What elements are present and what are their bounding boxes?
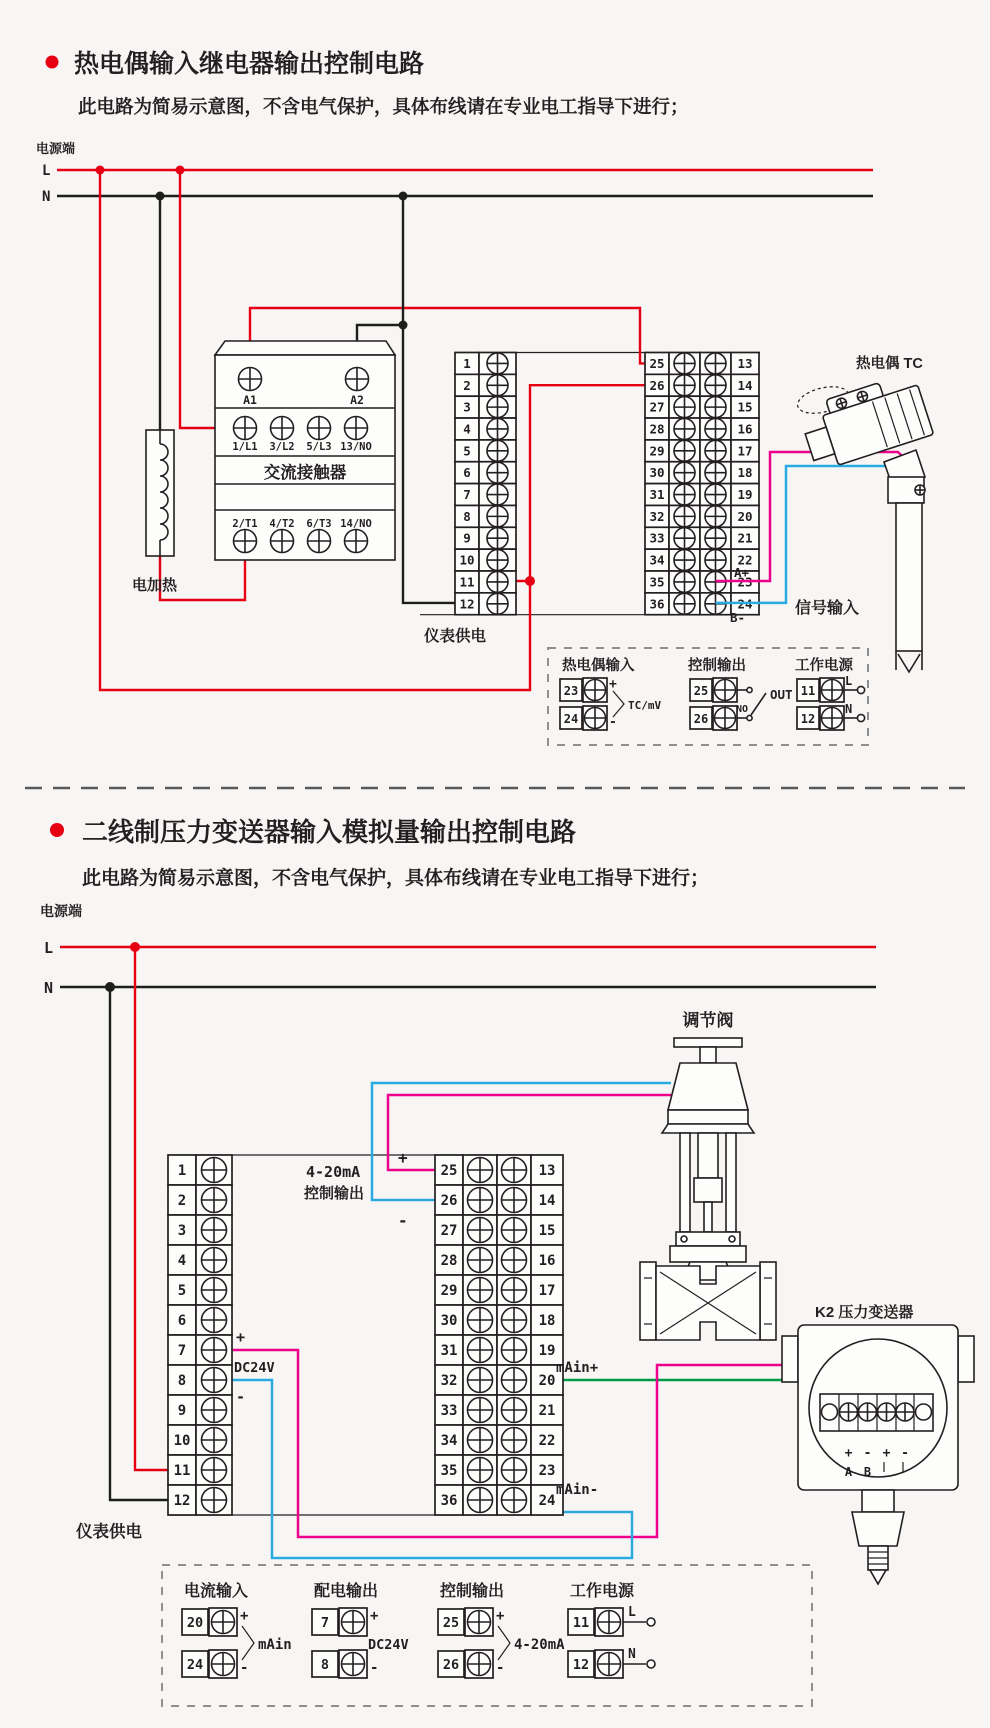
contactor-2t1-label: 2/T1 xyxy=(232,518,258,530)
terminal-screw xyxy=(674,397,695,418)
wire-main-minus-to-dc24v-minus xyxy=(226,1380,632,1558)
legend-switch-arm xyxy=(751,693,766,715)
terminal-number: 3 xyxy=(177,1223,187,1240)
terminal-number: 35 xyxy=(649,574,665,590)
terminal-screw xyxy=(502,1188,527,1213)
dc24v-minus-label: - xyxy=(236,1388,246,1406)
terminal-number: 30 xyxy=(440,1313,458,1330)
contactor-5l3-label: 5/L3 xyxy=(306,441,332,453)
terminal-number: 7 xyxy=(463,487,471,503)
terminal-number: 18 xyxy=(737,465,753,481)
terminal-number: 31 xyxy=(649,487,665,503)
terminal-number: 30 xyxy=(649,465,665,481)
terminal-number: 13 xyxy=(538,1163,556,1180)
legend-sign: + xyxy=(496,1608,505,1624)
terminal-screw xyxy=(674,484,695,505)
terminal-screw xyxy=(705,397,726,418)
main-plus-label: mAin+ xyxy=(556,1360,599,1376)
terminal-screw xyxy=(705,484,726,505)
terminal-screw xyxy=(674,440,695,461)
terminal-screw xyxy=(468,1398,493,1423)
legend-tcmv-note: TC/mV xyxy=(628,699,662,712)
terminal-screw xyxy=(487,462,508,483)
terminal-number: 33 xyxy=(440,1403,458,1420)
line-n-label-1: N xyxy=(42,189,51,205)
terminal-number: 22 xyxy=(737,552,753,568)
legend1-g2-title: 控制输出 xyxy=(688,658,746,674)
contactor-3l2-label: 3/L2 xyxy=(269,441,295,453)
terminal-screw xyxy=(487,571,508,592)
contactor-1l1-label: 1/L1 xyxy=(232,441,258,453)
power-terminal-label-2: 电源端 xyxy=(40,903,82,919)
terminal-number: 4 xyxy=(463,421,471,437)
instrument-supply-label-1: 仪表供电 xyxy=(424,628,487,645)
legend-sign: + xyxy=(370,1608,379,1624)
terminal-screw xyxy=(202,1218,227,1243)
minus-label-26: - xyxy=(398,1211,408,1230)
section2-bullet-icon xyxy=(50,823,64,837)
legend-dc24v-note: DC24V xyxy=(368,1637,409,1653)
terminal-number: 13 xyxy=(737,355,753,371)
terminal-screw xyxy=(502,1218,527,1243)
terminal-screw xyxy=(487,353,508,374)
terminal-screw xyxy=(202,1488,227,1513)
transmitter-pin-sign: - xyxy=(901,1446,909,1461)
terminal-number: 23 xyxy=(538,1463,556,1480)
terminal-number: 11 xyxy=(173,1463,191,1480)
terminal-screw xyxy=(705,506,726,527)
terminal-number: 28 xyxy=(440,1253,458,1270)
terminal-screw xyxy=(487,550,508,571)
terminal-screw xyxy=(487,484,508,505)
junction-dot xyxy=(156,192,165,201)
terminal-number: 26 xyxy=(440,1193,458,1210)
legend-box-2 xyxy=(162,1565,812,1706)
terminal-number: 6 xyxy=(177,1313,187,1330)
terminal-screw xyxy=(674,593,695,614)
terminal-number: 15 xyxy=(538,1223,556,1240)
terminal-screw xyxy=(487,375,508,396)
terminal-screw xyxy=(674,375,695,396)
signal-input-label: 信号输入 xyxy=(795,600,860,617)
terminal-block-left-1 xyxy=(455,353,516,615)
line-l-label-2: L xyxy=(44,939,54,957)
legend-box-1 xyxy=(548,648,868,745)
terminal-number: 2 xyxy=(177,1193,187,1210)
terminal-screw xyxy=(487,528,508,549)
terminal-number: 32 xyxy=(440,1373,458,1390)
terminal-screw xyxy=(468,1458,493,1483)
legend2-g2-title: 配电输出 xyxy=(314,1583,379,1600)
terminal-number: 27 xyxy=(649,399,665,415)
terminal-screw xyxy=(502,1308,527,1333)
terminal-number: 17 xyxy=(737,443,753,459)
legend-bracket xyxy=(498,1626,510,1660)
b-minus-label: B- xyxy=(730,610,746,625)
terminal-screw xyxy=(487,418,508,439)
terminal-number: 1 xyxy=(463,355,471,371)
terminal-number: 12 xyxy=(459,596,475,612)
terminal-number: 12 xyxy=(173,1493,191,1510)
terminal-number: 34 xyxy=(440,1433,458,1450)
terminal-number: 20 xyxy=(737,508,753,524)
terminal-number: 29 xyxy=(440,1283,458,1300)
terminal-number: 10 xyxy=(173,1433,191,1450)
terminal-screw xyxy=(202,1248,227,1273)
terminal-number: 6 xyxy=(463,465,471,481)
legend-bracket xyxy=(242,1626,254,1660)
terminal-number: 21 xyxy=(538,1403,556,1420)
junction-dot xyxy=(525,576,535,586)
legend-terminal-number: 24 xyxy=(186,1657,204,1673)
terminal-screw xyxy=(502,1458,527,1483)
transmitter-pin-sign: + xyxy=(844,1446,853,1461)
legend-420ma-note: 4-20mA xyxy=(514,1637,565,1653)
instrument-supply-label-2: 仪表供电 xyxy=(76,1523,142,1541)
contactor-name: 交流接触器 xyxy=(263,464,347,482)
terminal-screw xyxy=(502,1368,527,1393)
heater-label: 电加热 xyxy=(132,577,178,594)
main-minus-label: mAin- xyxy=(556,1482,599,1498)
transmitter-label: K2 压力变送器 xyxy=(815,1304,914,1321)
terminal-number: 19 xyxy=(737,487,753,503)
terminal-screw xyxy=(202,1398,227,1423)
legend-sign: + xyxy=(240,1608,249,1624)
legend-sign: N xyxy=(845,702,853,716)
legend-sign: - xyxy=(496,1660,505,1676)
terminal-number: 1 xyxy=(177,1163,187,1180)
legend-terminal-number: 11 xyxy=(572,1615,590,1631)
terminal-screw xyxy=(674,571,695,592)
terminal-number: 28 xyxy=(649,421,665,437)
terminal-number: 29 xyxy=(649,443,665,459)
transmitter-pin-sign: - xyxy=(863,1446,872,1461)
terminal-number: 36 xyxy=(649,596,665,612)
terminal-screw xyxy=(468,1308,493,1333)
terminal-number: 14 xyxy=(538,1193,556,1210)
thermocouple-symbol xyxy=(795,372,934,672)
section2-subtitle: 此电路为简易示意图，不含电气保护，具体布线请在专业电工指导下进行； xyxy=(82,868,710,889)
contactor-6t3-label: 6/T3 xyxy=(306,518,332,530)
terminal-number: 22 xyxy=(538,1433,556,1450)
terminal-number: 2 xyxy=(463,377,471,393)
section1-bullet-icon xyxy=(46,56,59,69)
terminal-screw xyxy=(674,418,695,439)
terminal-number: 24 xyxy=(737,596,753,612)
terminal-number: 34 xyxy=(649,552,665,568)
a-plus-label: A+ xyxy=(734,565,750,580)
legend-terminal-number: 26 xyxy=(442,1657,460,1673)
tc-label: 热电偶 TC xyxy=(856,356,923,372)
section1-title: 热电偶输入继电器输出控制电路 xyxy=(74,50,425,78)
transmitter-pin-a: A xyxy=(844,1465,853,1479)
terminal-number: 8 xyxy=(463,508,471,524)
legend1-g3-title: 工作电源 xyxy=(795,658,853,674)
section2-title: 二线制压力变送器输入模拟量输出控制电路 xyxy=(82,817,577,847)
terminal-screw xyxy=(202,1458,227,1483)
plus-label-25: + xyxy=(398,1148,408,1167)
terminal-screw xyxy=(487,506,508,527)
terminal-number: 25 xyxy=(440,1163,458,1180)
terminal-screw xyxy=(202,1308,227,1333)
terminal-screw xyxy=(487,593,508,614)
legend1-g1-title: 热电偶输入 xyxy=(562,658,635,674)
terminal-number: 5 xyxy=(463,443,471,459)
terminal-number: 33 xyxy=(649,530,665,546)
power-terminal-label-1: 电源端 xyxy=(36,141,76,156)
terminal-screw xyxy=(705,528,726,549)
terminal-screw xyxy=(202,1158,227,1183)
terminal-screw xyxy=(468,1428,493,1453)
terminal-number: 4 xyxy=(177,1253,187,1270)
terminal-number: 5 xyxy=(177,1283,187,1300)
junction-dot xyxy=(96,166,105,175)
pressure-transmitter-symbol xyxy=(782,1325,974,1584)
legend-sign: - xyxy=(609,715,617,730)
terminal-screw xyxy=(202,1428,227,1453)
terminal-screw xyxy=(487,440,508,461)
terminal-screw xyxy=(468,1158,493,1183)
dc24v-plus-label: + xyxy=(236,1328,246,1346)
terminal-number: 19 xyxy=(538,1343,556,1360)
legend-sign: L xyxy=(845,674,853,688)
ac-contactor xyxy=(215,341,395,560)
contactor-a1-label: A1 xyxy=(243,393,257,407)
contactor-a2-label: A2 xyxy=(350,393,364,407)
legend-terminal-number: 20 xyxy=(186,1615,204,1631)
terminal-number: 10 xyxy=(459,552,475,568)
terminal-screw xyxy=(705,550,726,571)
legend-terminal-number: 8 xyxy=(320,1657,330,1673)
terminal-number: 27 xyxy=(440,1223,458,1240)
terminal-number: 25 xyxy=(649,355,665,371)
terminal-number: 3 xyxy=(463,399,471,415)
section1-subtitle: 此电路为简易示意图，不含电气保护，具体布线请在专业电工指导下进行； xyxy=(78,96,689,117)
terminal-number: 9 xyxy=(177,1403,187,1420)
terminal-number: 16 xyxy=(538,1253,556,1270)
legend-bracket xyxy=(613,691,624,717)
terminal-number: 18 xyxy=(538,1313,556,1330)
legend-terminal-number: 24 xyxy=(563,712,579,726)
terminal-number: 16 xyxy=(737,421,753,437)
terminal-screw xyxy=(674,506,695,527)
line-n-label-2: N xyxy=(44,979,54,997)
terminal-number: 11 xyxy=(459,574,475,590)
legend-terminal-number: 7 xyxy=(320,1615,330,1631)
terminal-number: 36 xyxy=(440,1493,458,1510)
legend-terminal-number: 26 xyxy=(693,712,709,726)
terminal-number: 9 xyxy=(463,530,471,546)
junction-dot xyxy=(399,192,408,201)
terminal-number: 15 xyxy=(737,399,753,415)
terminal-screw xyxy=(202,1278,227,1303)
legend2-g3-title: 控制输出 xyxy=(440,1583,505,1600)
terminal-screw xyxy=(468,1488,493,1513)
terminal-screw xyxy=(674,550,695,571)
terminal-screw xyxy=(705,353,726,374)
legend2-g4-title: 工作电源 xyxy=(570,1583,635,1600)
dc24v-label: DC24V xyxy=(234,1360,275,1376)
terminal-number: 17 xyxy=(538,1283,556,1300)
line-l-label-1: L xyxy=(42,163,51,179)
terminal-number: 24 xyxy=(538,1493,556,1510)
terminal-screw xyxy=(468,1368,493,1393)
legend-sign: + xyxy=(609,677,617,692)
legend-terminal-number: 25 xyxy=(442,1615,460,1631)
terminal-number: 32 xyxy=(649,508,665,524)
legend-sign: - xyxy=(240,1660,249,1676)
terminal-screw xyxy=(468,1278,493,1303)
terminal-screw xyxy=(502,1338,527,1363)
terminal-screw xyxy=(202,1368,227,1393)
terminal-screw xyxy=(468,1248,493,1273)
legend-terminal-number: 12 xyxy=(800,712,816,726)
valve-label: 调节阀 xyxy=(682,1011,734,1030)
terminal-screw xyxy=(502,1278,527,1303)
legend-main-note: mAin xyxy=(258,1637,292,1653)
terminal-number: 35 xyxy=(440,1463,458,1480)
terminal-number: 23 xyxy=(737,574,753,590)
legend-sign: N xyxy=(628,1647,636,1662)
terminal-number: 14 xyxy=(737,377,753,393)
legend-terminal-number: 25 xyxy=(693,684,709,698)
legend-out-label: OUT xyxy=(770,687,793,702)
terminal-block-left-2 xyxy=(168,1155,232,1515)
legend-terminal-number: 11 xyxy=(800,684,816,698)
contactor-13no-label: 13/NO xyxy=(340,441,372,453)
terminal-screw xyxy=(705,375,726,396)
terminal-screw xyxy=(705,462,726,483)
terminal-screw xyxy=(202,1188,227,1213)
legend-terminal-number: 12 xyxy=(572,1657,590,1673)
junction-dot xyxy=(399,321,408,330)
contactor-screw-a2 xyxy=(346,368,369,391)
legend-sign: L xyxy=(628,1605,636,1620)
terminal-number: 26 xyxy=(649,377,665,393)
legend-sign: - xyxy=(370,1660,379,1676)
transmitter-pin-b: B xyxy=(863,1465,872,1479)
legend2-g1-title: 电流输入 xyxy=(184,1583,249,1600)
terminal-screw xyxy=(468,1218,493,1243)
output-4-20ma-label: 4-20mA xyxy=(306,1163,361,1181)
terminal-number: 20 xyxy=(538,1373,556,1390)
legend-no-label: NO xyxy=(736,704,749,715)
terminal-screw xyxy=(487,397,508,418)
terminal-screw xyxy=(705,418,726,439)
output-ctrl-label: 控制输出 xyxy=(304,1185,365,1202)
junction-dot xyxy=(176,166,185,175)
terminal-screw xyxy=(202,1338,227,1363)
terminal-screw xyxy=(502,1248,527,1273)
terminal-screw xyxy=(468,1188,493,1213)
transmitter-pin-sign: + xyxy=(882,1446,891,1461)
terminal-number: 21 xyxy=(737,530,753,546)
terminal-screw xyxy=(468,1338,493,1363)
terminal-screw xyxy=(674,462,695,483)
contactor-4t2-label: 4/T2 xyxy=(269,518,295,530)
terminal-number: 7 xyxy=(177,1343,187,1360)
terminal-number: 8 xyxy=(177,1373,187,1390)
terminal-screw xyxy=(674,353,695,374)
contactor-14no-label: 14/NO xyxy=(340,518,372,530)
terminal-block-mid-2 xyxy=(435,1155,563,1515)
contactor-screw-a1 xyxy=(239,368,262,391)
heater-symbol xyxy=(146,430,174,556)
terminal-screw xyxy=(502,1488,527,1513)
terminal-screw xyxy=(705,440,726,461)
terminal-screw xyxy=(502,1428,527,1453)
terminal-number: 31 xyxy=(440,1343,458,1360)
terminal-screw xyxy=(502,1158,527,1183)
terminal-screw xyxy=(502,1398,527,1423)
legend-terminal-number: 23 xyxy=(563,684,579,698)
terminal-screw xyxy=(674,528,695,549)
